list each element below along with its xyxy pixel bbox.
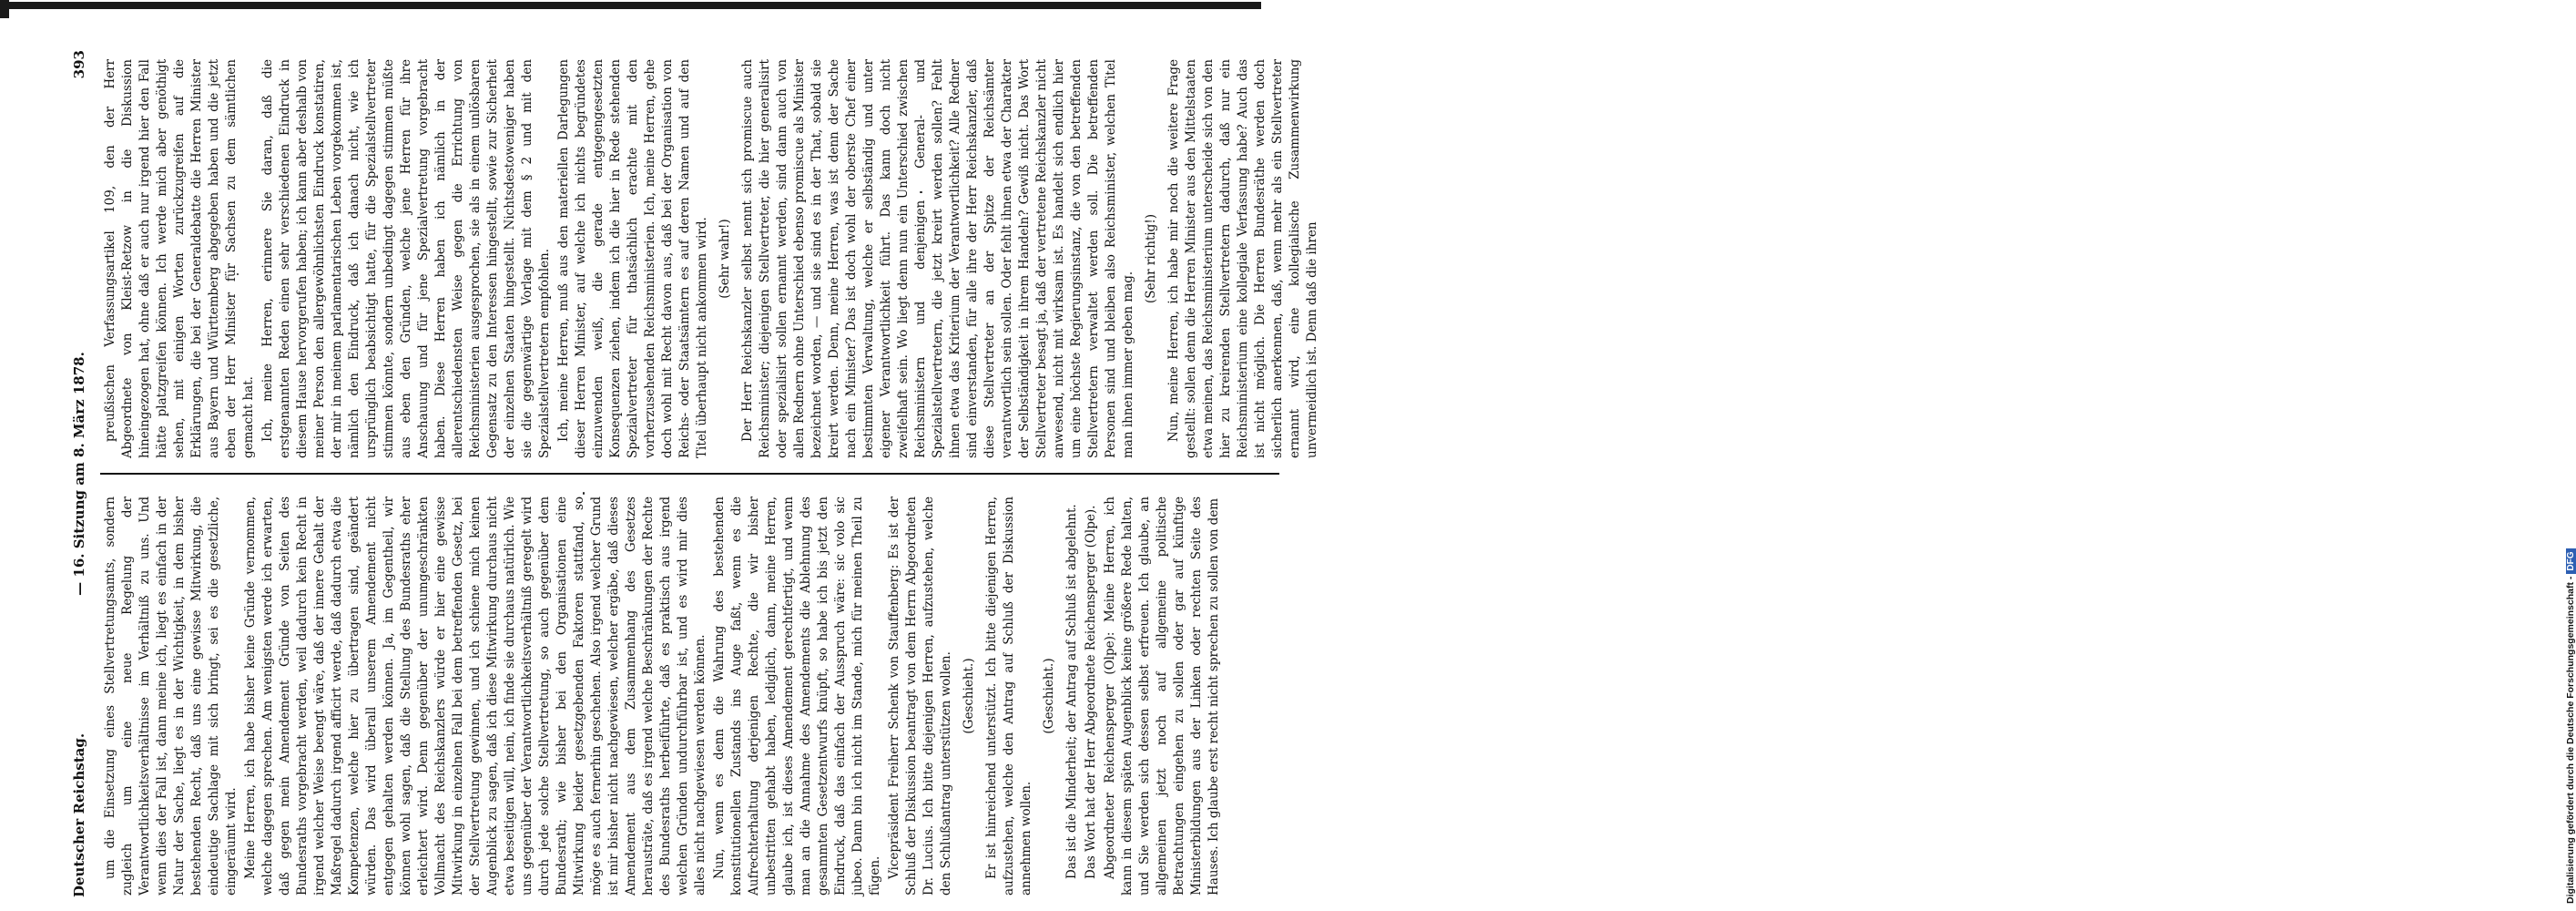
paragraph: Meine Herren, ich habe bisher keine Gründe vernommen, welche dagegen sprechen. Am wenigsten werde ich erwarten, daß gegen mein Amendement Gründe von Seiten des Bundesraths vorgebracht werden, weil dadurch kein Recht in irgend welcher Weise beengt wäre, daß der innere Gehalt der Maßregel dadurch irgend afficirt werde, daß dadurch etwa die Kompetenzen, welche hier zu übertragen sind, geändert würden. Das wird überall unserem Amendement nicht entgegen gehalten werden können. Ja, im Gegentheil, wir können wohl sagen, daß die Stellung des Bundesraths eher erleichtert wird. Denn gegenüber der unumgeschränkten Vollmacht des Reichskanzlers würde er hier eine gewisse Mitwirkung in einzelnen Fall bei dem betreffenden Gesetz, bei der Stellvertretung gewinnen, und ich schiene mich keinen Augenblick zu sagen, daß ich diese Mitwirkung durchaus nicht etwa beseitigen will, nein, ich finde sie durchaus natürlich. Wie uns gegenüber der Verantwortlichkeitsverhältniß geregelt wird durch jede solche Stellvertretung, so auch gegenüber dem Bundesrath; wie bisher bei den Organisationen eine Mitwirkung beider gesetzgebenden Faktoren stattfand, so möge es auch fernerhin geschehen. Also irgend welcher Grund ist mir bisher nicht nachgewiesen, welcher ergäbe, daß dieses Amendement aus dem Zusammenhang des Gesetzes herausträte, daß es irgend welche Beschränkungen der Rechte des Bundesraths herbeiführte, daß es praktisch aus irgend welchen Gründen undurchführbar ist, und es wird mir dies alles nicht nachgewiesen werden können. [243,496,708,896]
digitization-sidebar [1271,0,2576,911]
paragraph: Ich, meine Herren, erinnere Sie daran, daß die erstgenannten Reden einen sehr verschiedenen Eindruck in diesem Hause hervorgerufen haben; ich kann aber deshalb von meiner Person den allergewöhnlichsten Eindruck konstatiren, der mir in meinem parlamentarischen Leben vorgekommen ist, nämlich den Eindruck, daß ich danach nicht, wie ich ursprünglich beabsichtigt hatte, für die Spezialstellvertreter stimmen könnte, sondern unbedingt dagegen stimmen müßte aus eben den Gründen, welche jene Herren für ihre Anschauung und für jene Spezialvertretung vorgebracht haben. Diese Herren haben ich nämlich in der allerentschiedensten Weise gegen die Errichtung von Reichsministerien ausgesprochen, sie als in einem unlösbaren Gegensatz zu den Interessen hingestellt, sowie zur Sicherheit der einzelnen Staaten hingestellt. Nichtsdestoweniger haben sie die gegenwärtige Vorlage mit dem § 2 und mit den Spezialstellvertretern empfohlen. [260,59,552,458]
publication-title: Deutscher Reichstag. [71,732,87,897]
scan-corner-mark [0,0,9,18]
dfg-logo: DFG [2566,549,2576,574]
page-header [71,50,93,897]
page-number: 393 [71,50,87,79]
paragraph: Abgeordneter Reichensperger (Olpe): Meine Herren, ich kann in diesem späten Augenblick keine größere Rede halten, und Sie werden sich dessen selbst erfreuen. Ich glaube, an allgemeinen jetzt noch auf allgemeine politische Betrachtungen eingehen zu sollen oder gar auf künftige Ministerbildungen aus der Linken oder rechten Seite des Hauses. Ich glaube erst recht nicht sprechen zu sollen von dem [1103,496,1221,896]
paragraph: Nun, meine Herren, ich habe mir noch die weitere Frage gestellt: sollen denn die Herren Minister aus den Mittelstaaten etwa meinen, das Reichsministerium unterscheide sich von den hier zu kreirenden Stellvertretern dadurch, daß nur ein Reichsministerium eine kollegiale Verfassung habe? Auch das ist nicht möglich. Die Herren Bundesräthe werden doch sicherlich anerkennen, daß, wenn mehr als ein Stellvertreter ernannt wird, eine kollegialische Zusammenwirkung unvermeidlich ist. Denn daß die ihren [1166,59,1319,458]
paragraph: Ich, meine Herren, muß aus den materiellen Darlegungen dieser Herren Minister, auf welche ich nichts begründetes einzuwenden weiß, die gerade entgegengesetzten Konsequenzen ziehen, indem ich die hier in Rede stehenden Spezialvertreter für thatsächlich erachte mit den vorherzusehenden Reichsministerien. Ich, meine Herren, gehe doch wohl mit Recht davon aus, daß bei der Organisation von Reichs- oder Staatsämtern es auf deren Namen und auf den Titel überhaupt nicht ankommen wird. [556,59,709,458]
paragraph: Das ist die Minderheit; der Antrag auf Schluß ist abgelehnt. [1064,504,1079,879]
paragraph: Der Herr Reichskanzler selbst nennt sich promiscue auch Reichsminister; diejenigen Stellvertreter, die hier generalisirt oder spezialisirt sollen ernannt werden, sind dann auch von allen Rednern ohne Unterschied ebenso promiscue als Minister bezeichnet worden, — und sie sind es in der That, sobald sie kreirt werden. Denn, meine Herren, was ist denn der Sache nach ein Minister? Das ist doch wohl der oberste Chef einer bestimmten Verwaltung, welche er selbständig und unter eigener Verantwortlichkeit führt. Das kann doch nicht zweifelhaft sein. Wo liegt denn nun ein Unterschied zwischen Reichsministern und denjenigen General- und Spezialstellvertretern, die jetzt kreirt werden sollen? Fehlt ihnen etwa das Kriterium der Verantwortlichkeit? Alle Redner sind einverstanden, für alle ihre der Herr Reichskanzler, daß diese Stellvertreter an der Spitze der Reichsämter verantwortlich sein sollen. Oder fehlt ihnen etwa der Charakter der Selbständigkeit in ihrem Handeln? Gewiß nicht. Das Wort Stellvertreter besagt ja, daß der vertretene Reichskanzler nicht anwesend, nicht mit wirksam ist. Es handelt sich endlich hier um eine höchste Regierungsinstanz, die von den betreffenden Stellvertretern verwaltet werden soll. Die betreffenden Personen sind und bleiben also Reichsminister, welchen Titel man ihnen immer geben mag. [740,59,1135,458]
paragraph: preußischen Verfassungsartikel 109, den der Herr Abgeordnete von Kleist-Retzow in die Diskussion hineingezogen hat, ohne daß er auch nur irgend hier den Fall hätte platzgreifen können. Ich werde mich aber genöthigt sehen, mit einigen Worten zurückzugreifen auf die Erklärungen, die bei der Generaldebatte die Herren Minister aus Bayern und Württemberg abgegeben haben und die jetzt eben der Herr Minister für Sachsen zu dem sämtlichen gemacht hat. [103,59,256,458]
rotated-newspaper-page [64,41,1319,906]
funding-text: Digitalisierung gefördert durch die Deutsche Forschungsgemeinschaft - [2565,576,2576,904]
paragraph: Das Wort hat der Herr Abgeordnete Reichensperger (Olpe). [1084,505,1098,879]
stage-direction: (Sehr richtig!) [1144,213,1158,304]
stage-direction: (Geschieht.) [962,658,976,734]
paragraph: um die Einsetzung eines Stellvertretungsamts, sondern zugleich um eine neue Regelung der Verantwortlichkeitsverhältnisse im Verhältniß zu uns. Und wenn dies der Fall ist, dann meine ich, liegt es einfach in der Natur der Sache, liegt es in der Wichtigkeit, in dem bisher bestehenden Recht, daß uns eine gewisse Mitwirkung, die eindeutige Sachlage mit sich bringt, sei es die gesetzliche, eingeräumt wird. [103,496,239,896]
paragraph: Er ist hinreichend unterstützt. Ich bitte diejenigen Herren, aufzustehen, welche den Antrag auf Schluß der Diskussion annehmen wollen. [984,496,1033,896]
text-column-right [102,59,1319,458]
session-date: — 16. Sitzung am 8. März 1878. [71,352,87,596]
column-divider [100,473,1279,475]
scan-top-edge [0,2,1261,9]
stage-direction: (Sehr wahr!) [718,219,732,299]
text-column-left [102,496,1277,896]
stage-direction: (Geschieht.) [1042,658,1056,734]
paragraph: Vicepräsident Freiherr Schenk von Stauffenberg: Es ist der Schluß der Diskussion beantragt von dem Herrn Abgeordneten Dr. Lucius. Ich bitte diejenigen Herren, aufzustehen, welche den Schlußantrag unterstützen wollen. [887,496,953,896]
paragraph: Nun, wenn es denn die Wahrung des bestehenden konstitutionellen Zustands ins Auge faßt, wenn es die Aufrechterhaltung derjenigen Rechte, die wir bisher unbestritten gehabt haben, lediglich, dann, meine Herren, glaube ich, ist dieses Amendement gerechtfertigt, und wenn man an die Annahme des Amendements die Ablehnung des gesammten Gesetzentwurfs knüpft, so habe ich bis jetzt den Eindruck, daß das einfach der Ausspruch wäre: sic volo sic jubeo. Dann bin ich nicht im Stande, mich für meinen Theil zu fügen. [712,496,882,896]
funding-notice [2565,549,2576,905]
